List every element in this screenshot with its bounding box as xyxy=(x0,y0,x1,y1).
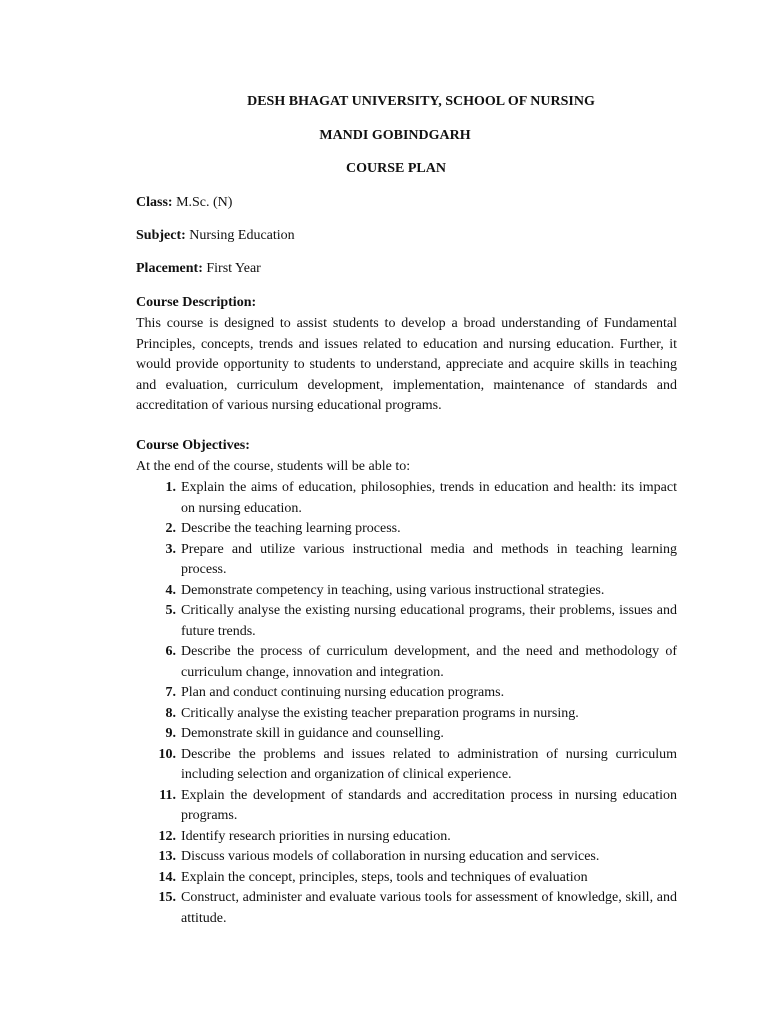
objective-item xyxy=(136,478,677,519)
objective-text: Explain the development of standards and accreditation process in nursing education programs. xyxy=(181,787,677,823)
objective-item xyxy=(136,519,677,540)
class-value: M.Sc. (N) xyxy=(176,195,233,210)
objective-item xyxy=(136,786,677,827)
subject-value: Nursing Education xyxy=(189,228,295,243)
objective-text: Critically analyse the existing teacher preparation programs in nursing. xyxy=(181,705,579,721)
objective-number: 13. xyxy=(158,849,176,864)
objective-text: Plan and conduct continuing nursing education programs. xyxy=(181,685,505,700)
objective-text: Construct, administer and evaluate various tools for assessment of knowledge, skill, and attitude. xyxy=(181,890,677,926)
objectives-list xyxy=(136,478,677,929)
objective-item xyxy=(136,745,677,786)
objective-item xyxy=(136,704,677,725)
objective-text: Demonstrate skill in guidance and counselling. xyxy=(181,726,444,741)
course-objectives-title: Course Objectives: xyxy=(136,438,250,453)
objective-number: 8. xyxy=(165,705,176,721)
university-heading: DESH BHAGAT UNIVERSITY, SCHOOL OF NURSING xyxy=(247,94,595,109)
objective-number: 5. xyxy=(165,603,176,618)
objective-text: Prepare and utilize various instructional media and methods in teaching learning process. xyxy=(181,541,677,577)
objective-text: Identify research priorities in nursing education. xyxy=(181,828,451,844)
course-description-text: This course is designed to assist students to develop a broad understanding of Fundamental Principles, concepts, trends and issues related to education and nursing education. Further, it would provide opportunity to students to understand, appreciate and acquire skills in teaching and evaluation, curriculum development, implementation, maintenance of standards and accreditation of various nursing educational programs. xyxy=(136,316,677,414)
objective-text: Explain the aims of education, philosophies, trends in education and health: its impact on nursing education. xyxy=(181,480,677,516)
class-label: Class: xyxy=(136,195,173,210)
objective-text: Describe the process of curriculum development, and the need and methodology of curriculum change, innovation and integration. xyxy=(181,644,677,680)
course-objectives-intro: At the end of the course, students will be able to: xyxy=(136,459,411,474)
objective-number: 1. xyxy=(165,480,176,495)
objective-text: Critically analyse the existing nursing educational programs, their problems, issues and future trends. xyxy=(181,603,677,639)
objective-number: 6. xyxy=(165,644,176,659)
objective-text: Discuss various models of collaboration in nursing education and services. xyxy=(181,849,600,864)
objective-number: 2. xyxy=(165,521,176,536)
objective-number: 10. xyxy=(158,746,176,762)
document-title: COURSE PLAN xyxy=(346,161,446,176)
placement-value: First Year xyxy=(206,261,261,276)
objective-item xyxy=(136,683,677,704)
location-heading: MANDI GOBINDGARH xyxy=(319,128,471,143)
objective-item xyxy=(136,827,677,848)
objective-item xyxy=(136,847,677,868)
course-description-title: Course Description: xyxy=(136,295,257,310)
objective-number: 4. xyxy=(165,582,176,598)
objective-number: 9. xyxy=(165,726,176,741)
subject-field xyxy=(136,227,295,245)
objective-item xyxy=(136,540,677,581)
objective-number: 3. xyxy=(165,541,176,557)
objective-item xyxy=(136,868,677,889)
objective-item xyxy=(136,888,677,929)
placement-label: Placement: xyxy=(136,261,203,276)
objective-item xyxy=(136,601,677,642)
objective-text: Describe the problems and issues related to administration of nursing curriculum including selection and organization of clinical experience. xyxy=(181,746,677,782)
class-field xyxy=(136,194,232,212)
objective-item xyxy=(136,724,677,745)
objective-item xyxy=(136,642,677,683)
objective-number: 11. xyxy=(159,787,176,803)
objective-item xyxy=(136,581,677,602)
objective-number: 12. xyxy=(158,828,176,844)
objective-number: 14. xyxy=(158,869,176,885)
objective-text: Demonstrate competency in teaching, using various instructional strategies. xyxy=(181,582,605,598)
placement-field xyxy=(136,260,261,278)
objective-text: Describe the teaching learning process. xyxy=(181,521,401,536)
objective-number: 15. xyxy=(158,890,176,905)
objective-text: Explain the concept, principles, steps, tools and techniques of evaluation xyxy=(181,869,588,885)
objective-number: 7. xyxy=(165,685,176,700)
subject-label: Subject: xyxy=(136,228,186,243)
